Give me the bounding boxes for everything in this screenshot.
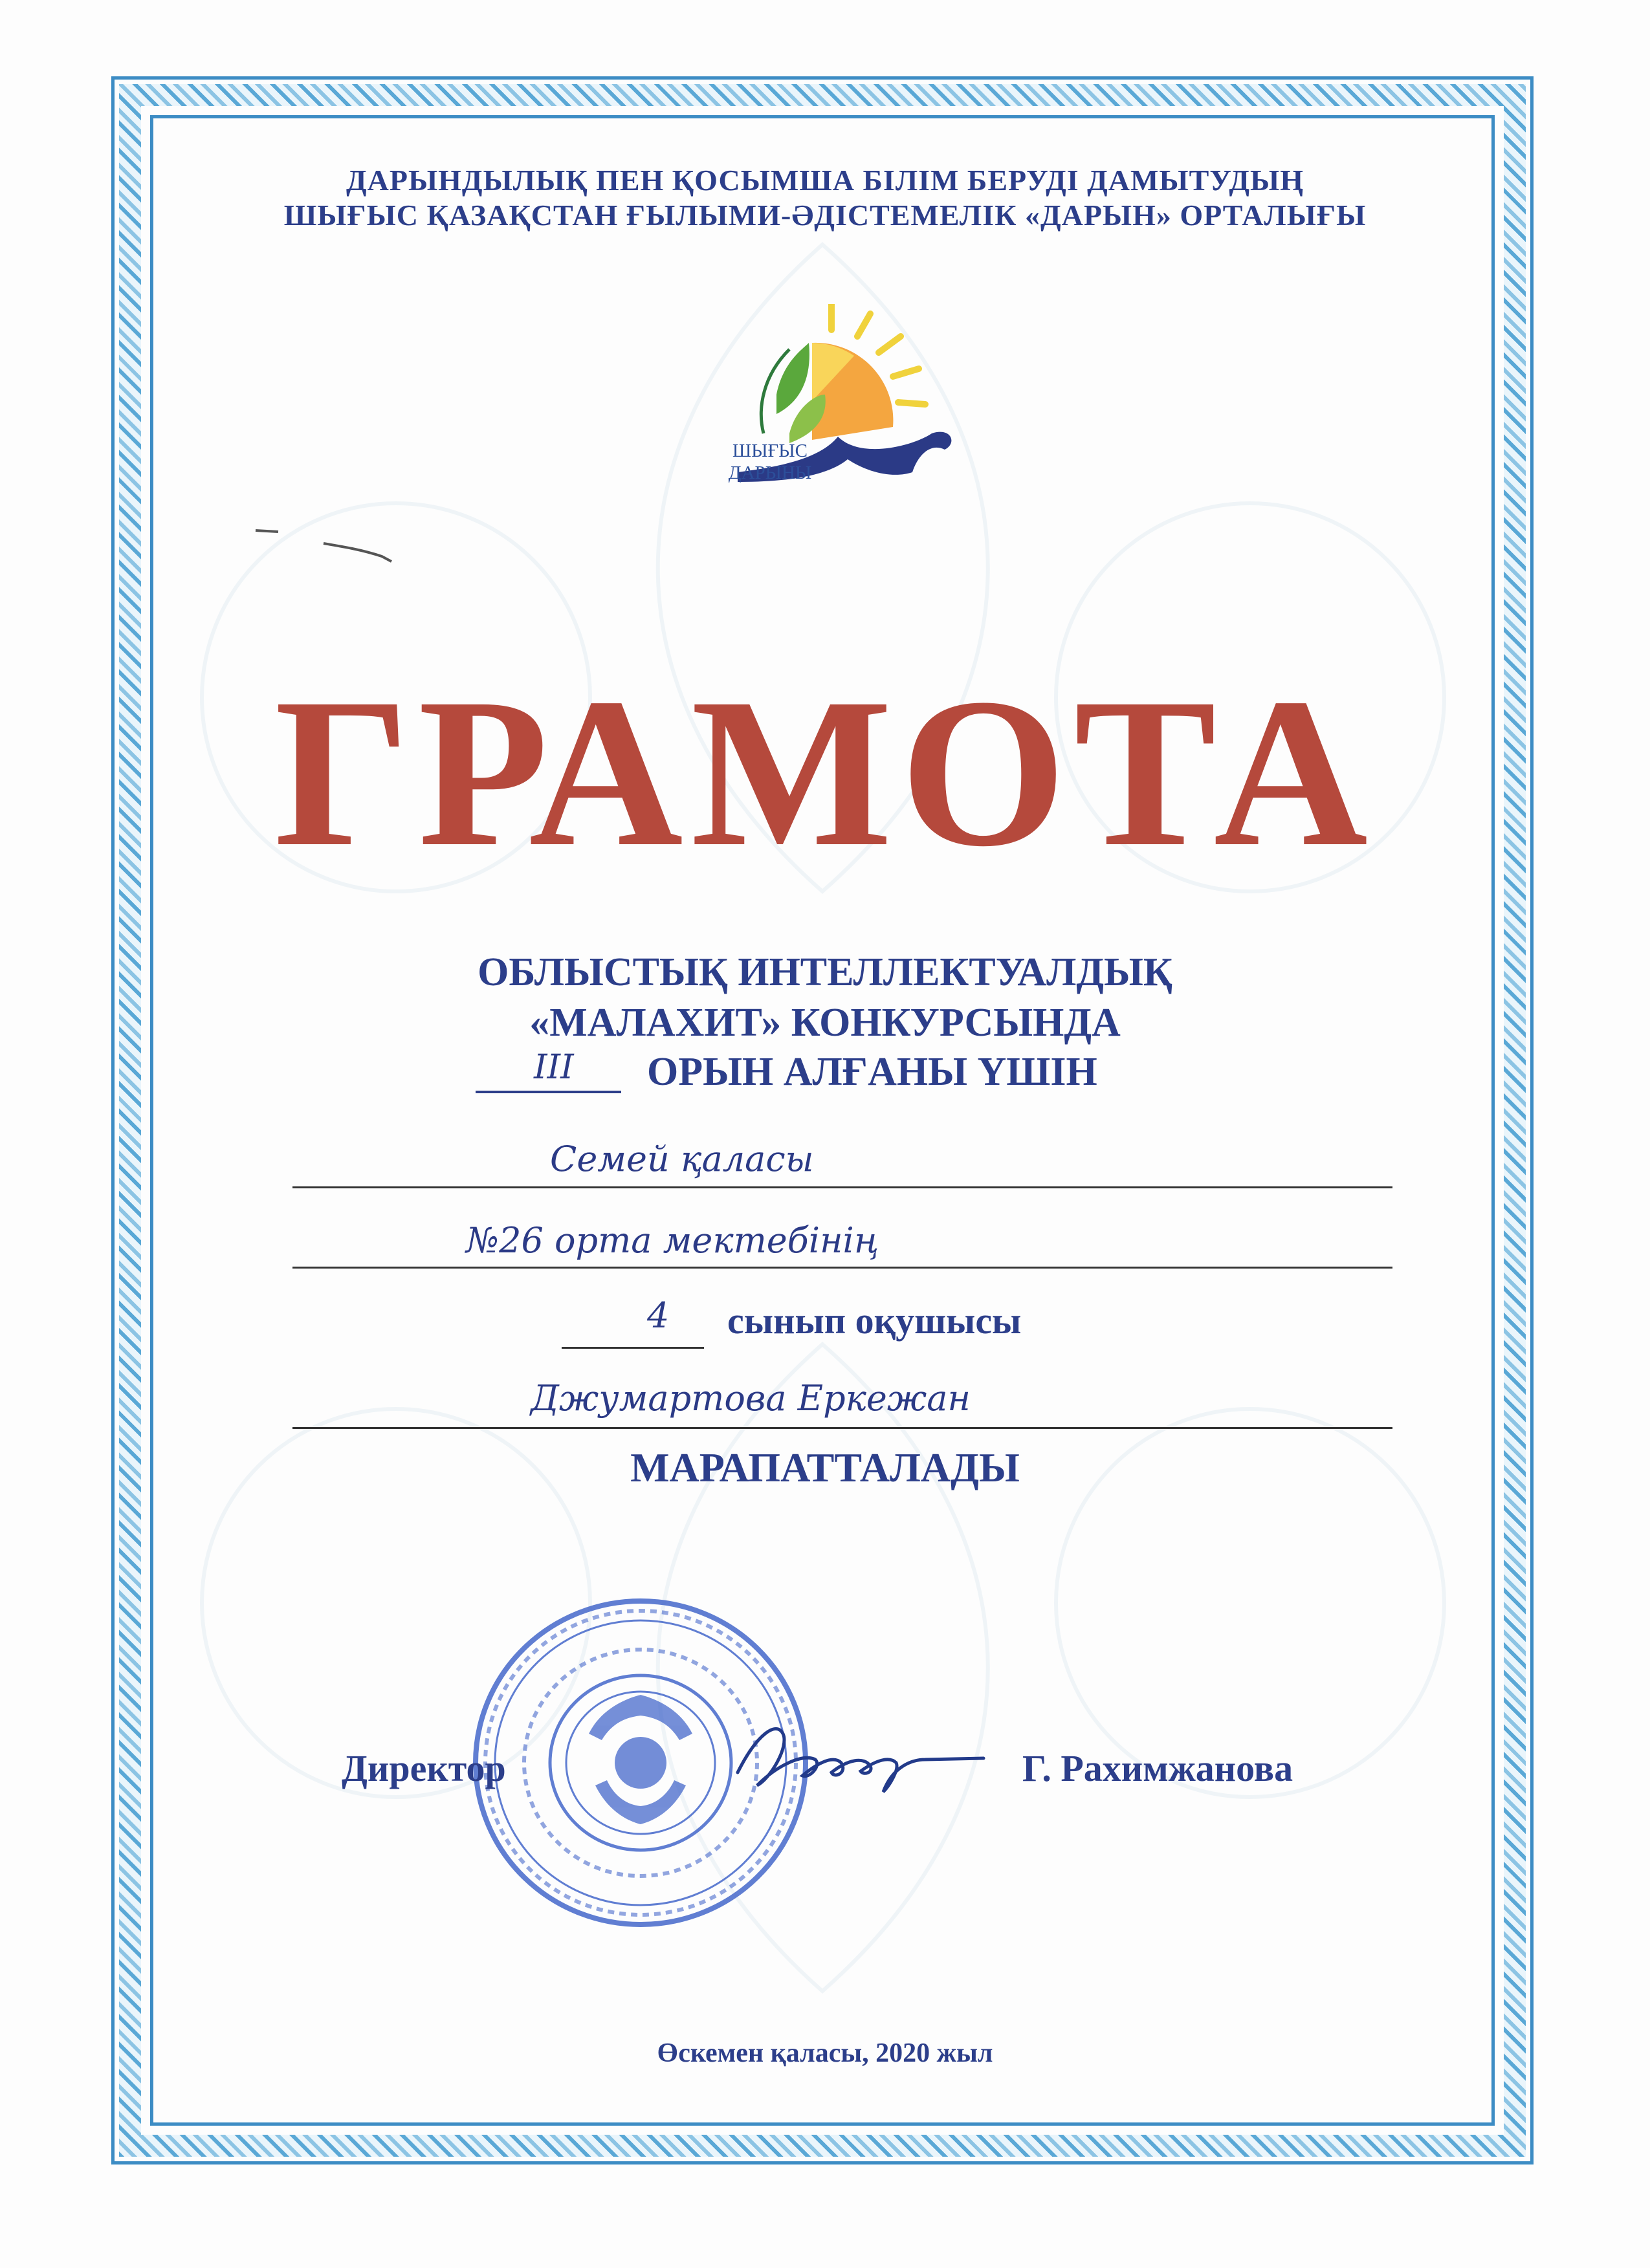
place-underline: [476, 1091, 621, 1093]
document-title: ГРАМОТА: [274, 655, 1376, 891]
logo-text: [705, 440, 835, 484]
header-line-1: ДАРЫНДЫЛЫҚ ПЕН ҚОСЫМША БІЛІМ БЕРУДІ ДАМЫТУДЫҢ: [346, 164, 1304, 197]
award-text: МАРАПАТТАЛАДЫ: [630, 1445, 1020, 1490]
grade-underline: [562, 1347, 704, 1349]
director-name: Г. Рахимжанова: [1022, 1747, 1293, 1789]
subtitle-line-1: ОБЛЫСТЫҚ ИНТЕЛЛЕКТУАЛДЫҚ: [478, 950, 1172, 994]
handwritten-school: №26 орта мектебінің: [466, 1220, 879, 1261]
handwritten-signature: [718, 1695, 990, 1811]
class-label: сынып оқушысы: [727, 1300, 1022, 1342]
director-label: Директор: [342, 1747, 506, 1789]
handwritten-place: III: [534, 1048, 574, 1087]
logo-text-line-2: ДАРЫНЫ: [728, 463, 812, 483]
school-line: [292, 1267, 1392, 1269]
student-line: [292, 1427, 1392, 1429]
subtitle-line-2: «МАЛАХИТ» КОНКУРСЫНДА: [529, 1001, 1121, 1045]
footer-place-date: Өскемен қаласы, 2020 жыл: [657, 2038, 993, 2068]
header-line-2: ШЫҒЫС ҚАЗАҚСТАН ҒЫЛЫМИ-ӘДІСТЕМЕЛІК «ДАРЫН» ОРТАЛЫҒЫ: [283, 199, 1367, 232]
handwritten-student-name: Джумартова Еркежан: [531, 1378, 971, 1419]
handwritten-city: Семей қаласы: [550, 1139, 814, 1179]
handwritten-grade: 4: [647, 1295, 670, 1336]
pen-mark: [252, 524, 401, 563]
subtitle-place-text: ОРЫН АЛҒАНЫ ҮШІН: [647, 1050, 1097, 1094]
logo-text-line-1: ШЫҒЫС: [732, 441, 808, 461]
city-line: [292, 1186, 1392, 1188]
